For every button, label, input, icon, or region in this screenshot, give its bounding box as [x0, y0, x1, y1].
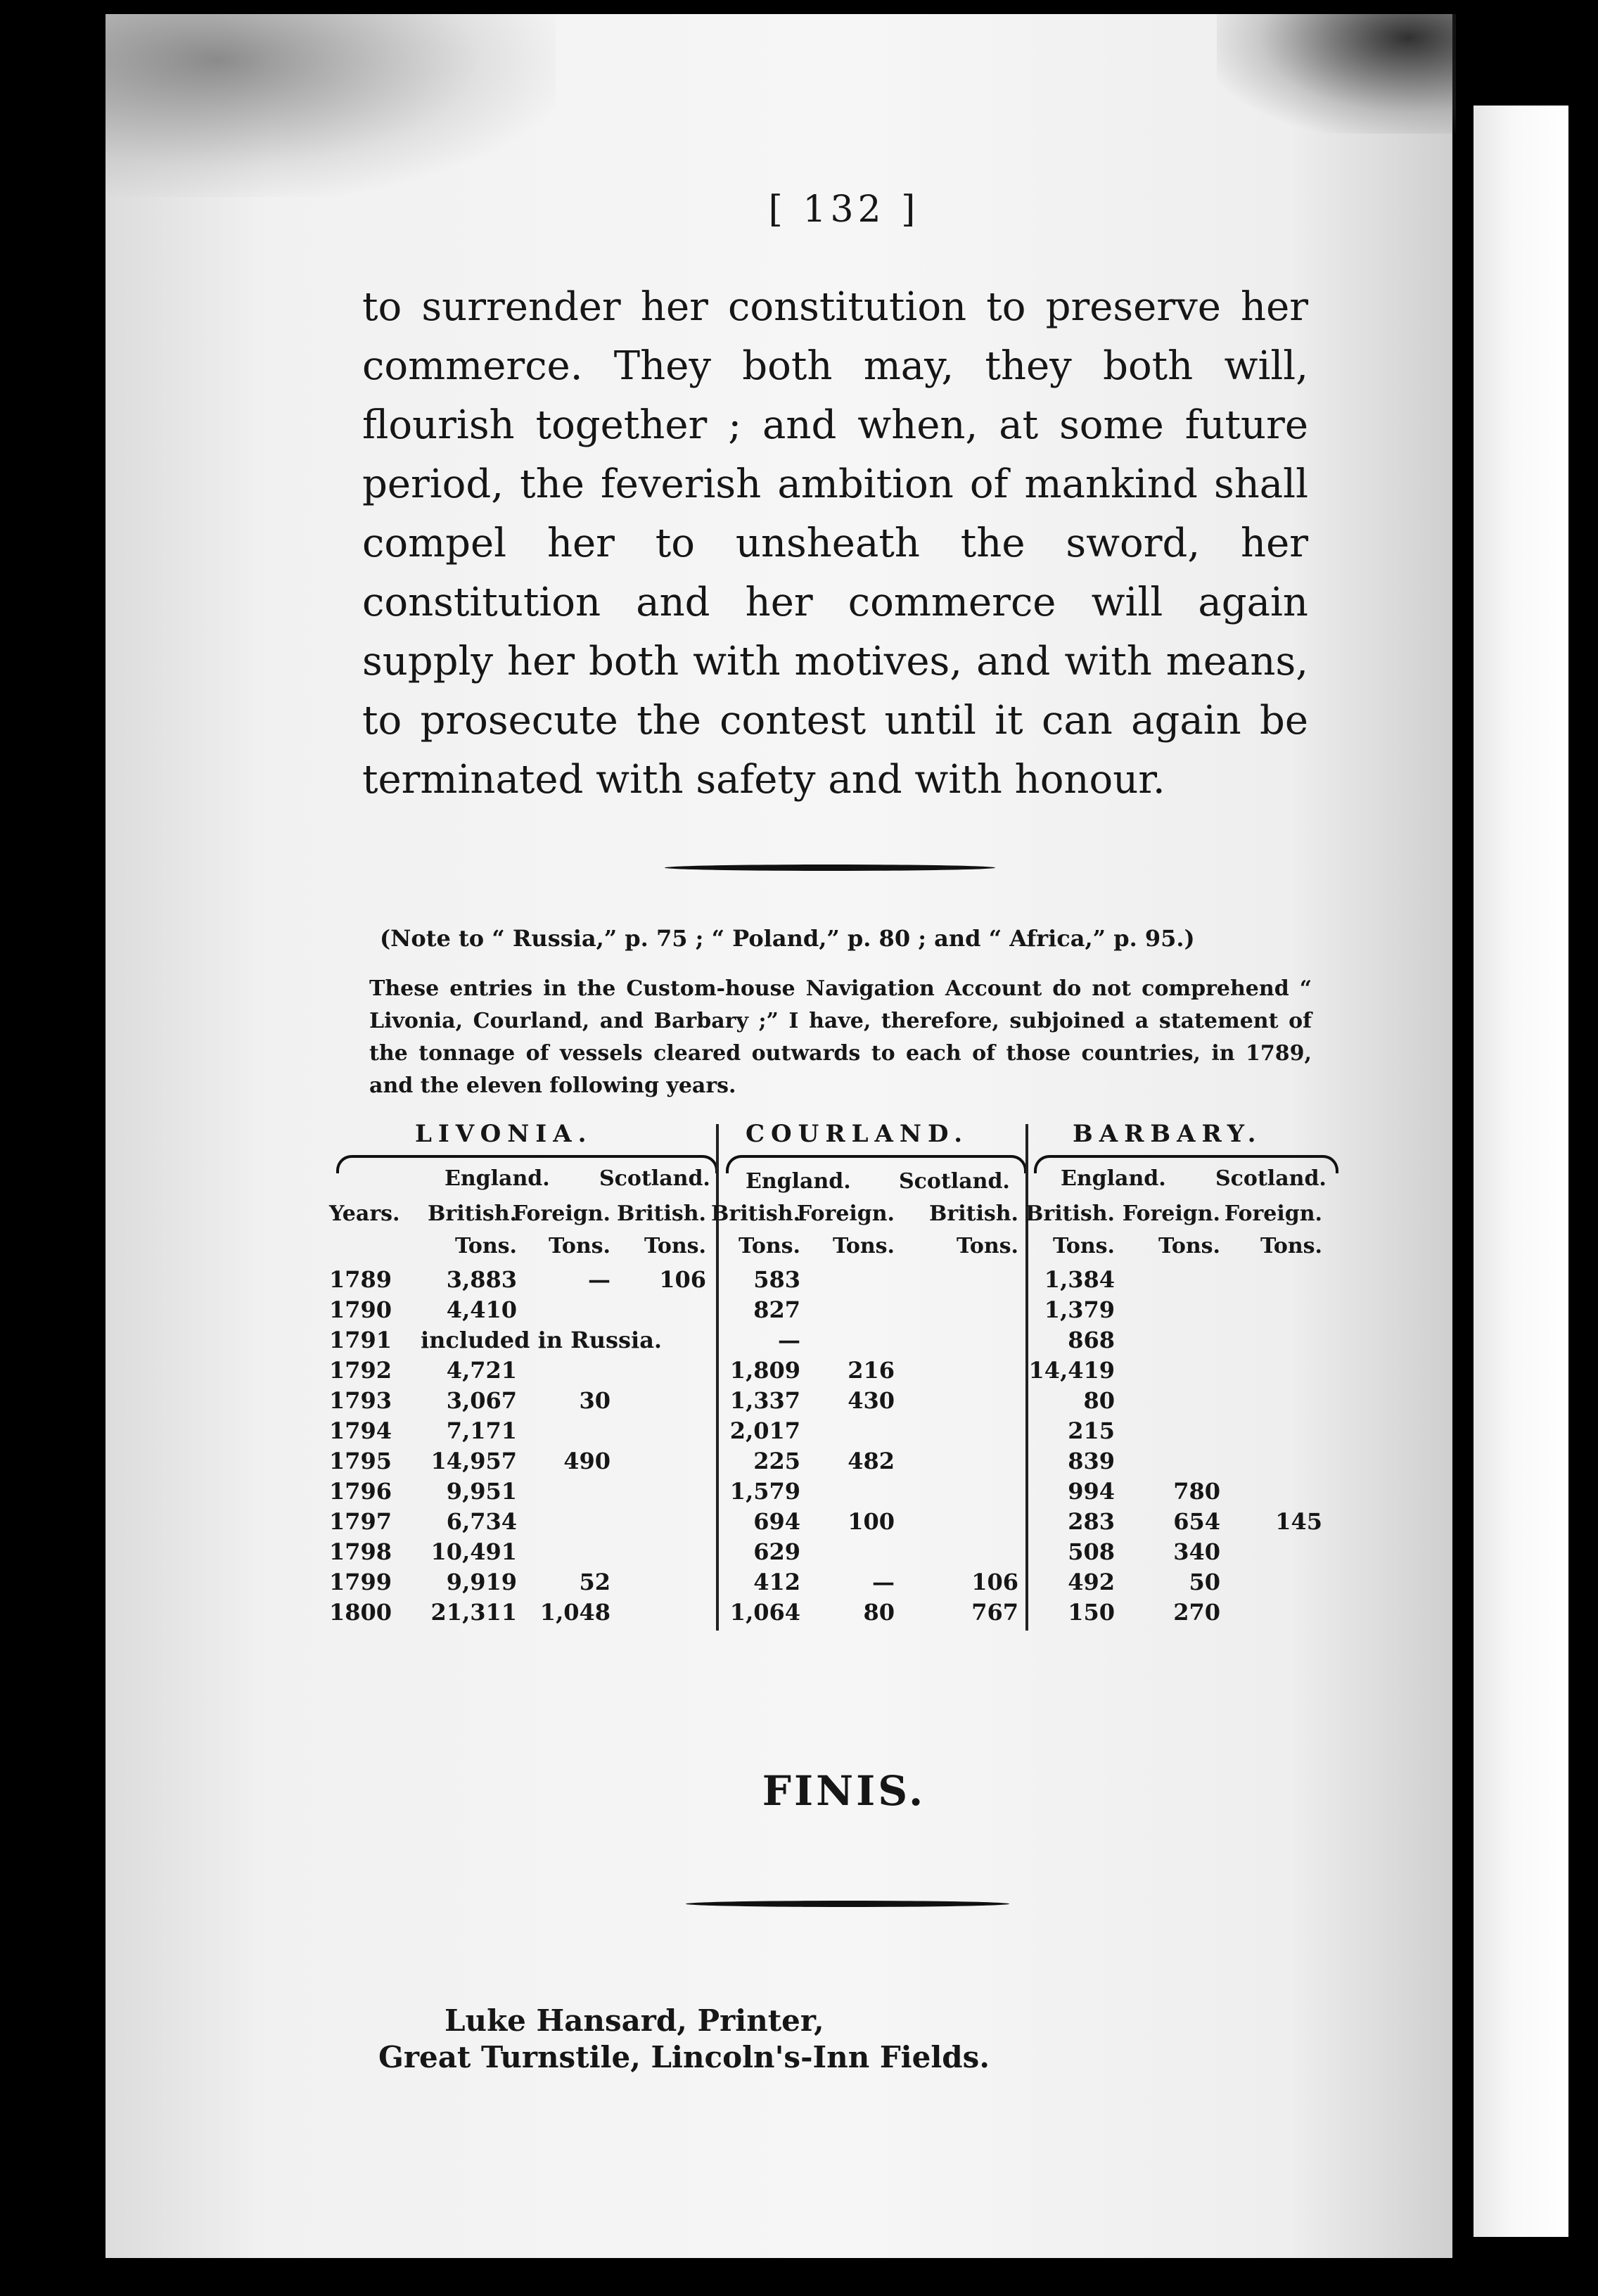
printer-line-2: Great Turnstile, Lincoln's-Inn Fields.	[378, 2040, 990, 2074]
table-cell: 492	[1068, 1569, 1115, 1595]
column-subheader: British.	[711, 1201, 800, 1226]
table-cell: 50	[1189, 1569, 1220, 1595]
table-cell: 100	[848, 1508, 895, 1535]
note-paragraph: These entries in the Custom-house Navigation Account do not comprehend “ Livonia, Courland, and Barbary ;” I have, therefore, subjoined a statement of the tonnage of vessels cleared outwards to each of those countries, in 1789, and the eleven following years.	[369, 976, 1312, 1098]
table-cell: 9,951	[446, 1478, 517, 1505]
table-cell: 1,337	[729, 1387, 800, 1414]
table-cell: 80	[863, 1599, 895, 1626]
table-cell: 52	[579, 1569, 611, 1595]
row-year: 1799	[329, 1569, 392, 1595]
table-cell: 2,017	[729, 1417, 800, 1444]
table-cell: 10,491	[430, 1538, 517, 1565]
page-stain	[1217, 14, 1456, 134]
header-scotland: Scotland.	[899, 1169, 1010, 1194]
table-cell: 412	[753, 1569, 800, 1595]
column-subheader: British.	[428, 1201, 517, 1226]
table-cell: 30	[579, 1387, 611, 1414]
column-subheader: British.	[617, 1201, 706, 1226]
table-cell: 14,419	[1028, 1357, 1115, 1384]
table-cell: —	[588, 1266, 611, 1293]
table-cell: 994	[1068, 1478, 1115, 1505]
column-unit: Tons.	[1158, 1234, 1220, 1258]
table-cell: 225	[753, 1448, 800, 1474]
table-cell: 9,919	[446, 1569, 517, 1595]
table-cell: 482	[848, 1448, 895, 1474]
table-cell: 4,721	[446, 1357, 517, 1384]
region-title-courland: COURLAND.	[746, 1120, 969, 1148]
header-england: England.	[746, 1169, 851, 1194]
table-cell: 283	[1068, 1508, 1115, 1535]
table-cell: 80	[1083, 1387, 1115, 1414]
column-unit: Tons.	[548, 1234, 611, 1258]
note-heading: (Note to “ Russia,” p. 75 ; “ Poland,” p. 80 ; and “ Africa,” p. 95.)	[380, 925, 1195, 952]
row-year: 1793	[329, 1387, 392, 1414]
table-cell: 215	[1068, 1417, 1115, 1444]
table-cell: 430	[848, 1387, 895, 1414]
table-cell: 106	[659, 1266, 706, 1293]
table-cell: 583	[753, 1266, 800, 1293]
row-year: 1790	[329, 1296, 392, 1323]
table-cell: 145	[1275, 1508, 1322, 1535]
row-year: 1800	[329, 1599, 392, 1626]
body-paragraph: to surrender her constitution to preserve her commerce. They both may, they both will, flourish together ; and when, at some future period, the feverish ambition of mankind shall compel her to unsheath the sword, her constitution and her commerce will again supply her both with motives, and with means, to prosecute the contest until it can again be terminated with safety and with honour.	[362, 284, 1308, 803]
table-cell: 654	[1173, 1508, 1220, 1535]
table-cell: 7,171	[446, 1417, 517, 1444]
column-unit: Tons.	[1260, 1234, 1322, 1258]
column-unit: Tons.	[1052, 1234, 1115, 1258]
table-cell: 1,064	[729, 1599, 800, 1626]
page-number: [ 132 ]	[768, 189, 920, 231]
column-unit: Tons.	[956, 1234, 1018, 1258]
table-cell: 1,579	[729, 1478, 800, 1505]
row-year: 1789	[329, 1266, 392, 1293]
table-cell: 3,067	[446, 1387, 517, 1414]
table-cell: 839	[1068, 1448, 1115, 1474]
table-cell: 868	[1068, 1327, 1115, 1353]
table-cell: 827	[753, 1296, 800, 1323]
table-cell: 767	[971, 1599, 1018, 1626]
header-scotland: Scotland.	[599, 1166, 710, 1191]
column-unit: Tons.	[832, 1234, 895, 1258]
row-year: 1791	[329, 1327, 392, 1353]
page-stain	[106, 14, 556, 197]
table-cell: 340	[1173, 1538, 1220, 1565]
row-year: 1797	[329, 1508, 392, 1535]
table-cell: —	[778, 1327, 800, 1353]
column-unit: Tons.	[644, 1234, 706, 1258]
column-divider	[716, 1124, 719, 1631]
column-subheader: Years.	[329, 1201, 400, 1226]
column-unit: Tons.	[738, 1234, 800, 1258]
table-cell: —	[872, 1569, 895, 1595]
column-subheader: British.	[929, 1201, 1018, 1226]
facing-page-edge	[1474, 106, 1568, 2237]
table-cell: 1,048	[539, 1599, 611, 1626]
region-title-livonia: LIVONIA.	[415, 1120, 593, 1148]
table-cell: 1,379	[1044, 1296, 1115, 1323]
row-year: 1792	[329, 1357, 392, 1384]
table-cell: 508	[1068, 1538, 1115, 1565]
column-subheader: British.	[1025, 1201, 1115, 1226]
row-year: 1796	[329, 1478, 392, 1505]
table-cell: 4,410	[446, 1296, 517, 1323]
finis-title: FINIS.	[762, 1767, 926, 1815]
closing-rule	[686, 1901, 1009, 1907]
row-year: 1794	[329, 1417, 392, 1444]
header-england: England.	[1061, 1166, 1166, 1191]
column-subheader: Foreign.	[796, 1201, 895, 1226]
row-year: 1798	[329, 1538, 392, 1565]
column-unit: Tons.	[454, 1234, 517, 1258]
table-cell: 490	[563, 1448, 611, 1474]
column-divider	[1025, 1124, 1028, 1631]
table-cell: 21,311	[430, 1599, 517, 1626]
table-cell: 106	[971, 1569, 1018, 1595]
table-cell: 14,957	[430, 1448, 517, 1474]
column-subheader: Foreign.	[1122, 1201, 1220, 1226]
header-england: England.	[445, 1166, 550, 1191]
section-rule	[665, 865, 995, 871]
header-scotland: Scotland.	[1215, 1166, 1327, 1191]
table-cell: 1,809	[729, 1357, 800, 1384]
table-cell: 270	[1173, 1599, 1220, 1626]
table-cell: 1,384	[1044, 1266, 1115, 1293]
column-subheader: Foreign.	[1224, 1201, 1322, 1226]
region-title-barbary: BARBARY.	[1073, 1120, 1263, 1148]
table-cell: 216	[848, 1357, 895, 1384]
table-cell: 3,883	[446, 1266, 517, 1293]
table-cell: 150	[1068, 1599, 1115, 1626]
table-cell: 694	[753, 1508, 800, 1535]
table-cell: included in Russia.	[421, 1327, 663, 1353]
row-year: 1795	[329, 1448, 392, 1474]
table-cell: 629	[753, 1538, 800, 1565]
printer-line-1: Luke Hansard, Printer,	[445, 2003, 824, 2038]
table-cell: 780	[1173, 1478, 1220, 1505]
column-subheader: Foreign.	[512, 1201, 611, 1226]
table-cell: 6,734	[446, 1508, 517, 1535]
